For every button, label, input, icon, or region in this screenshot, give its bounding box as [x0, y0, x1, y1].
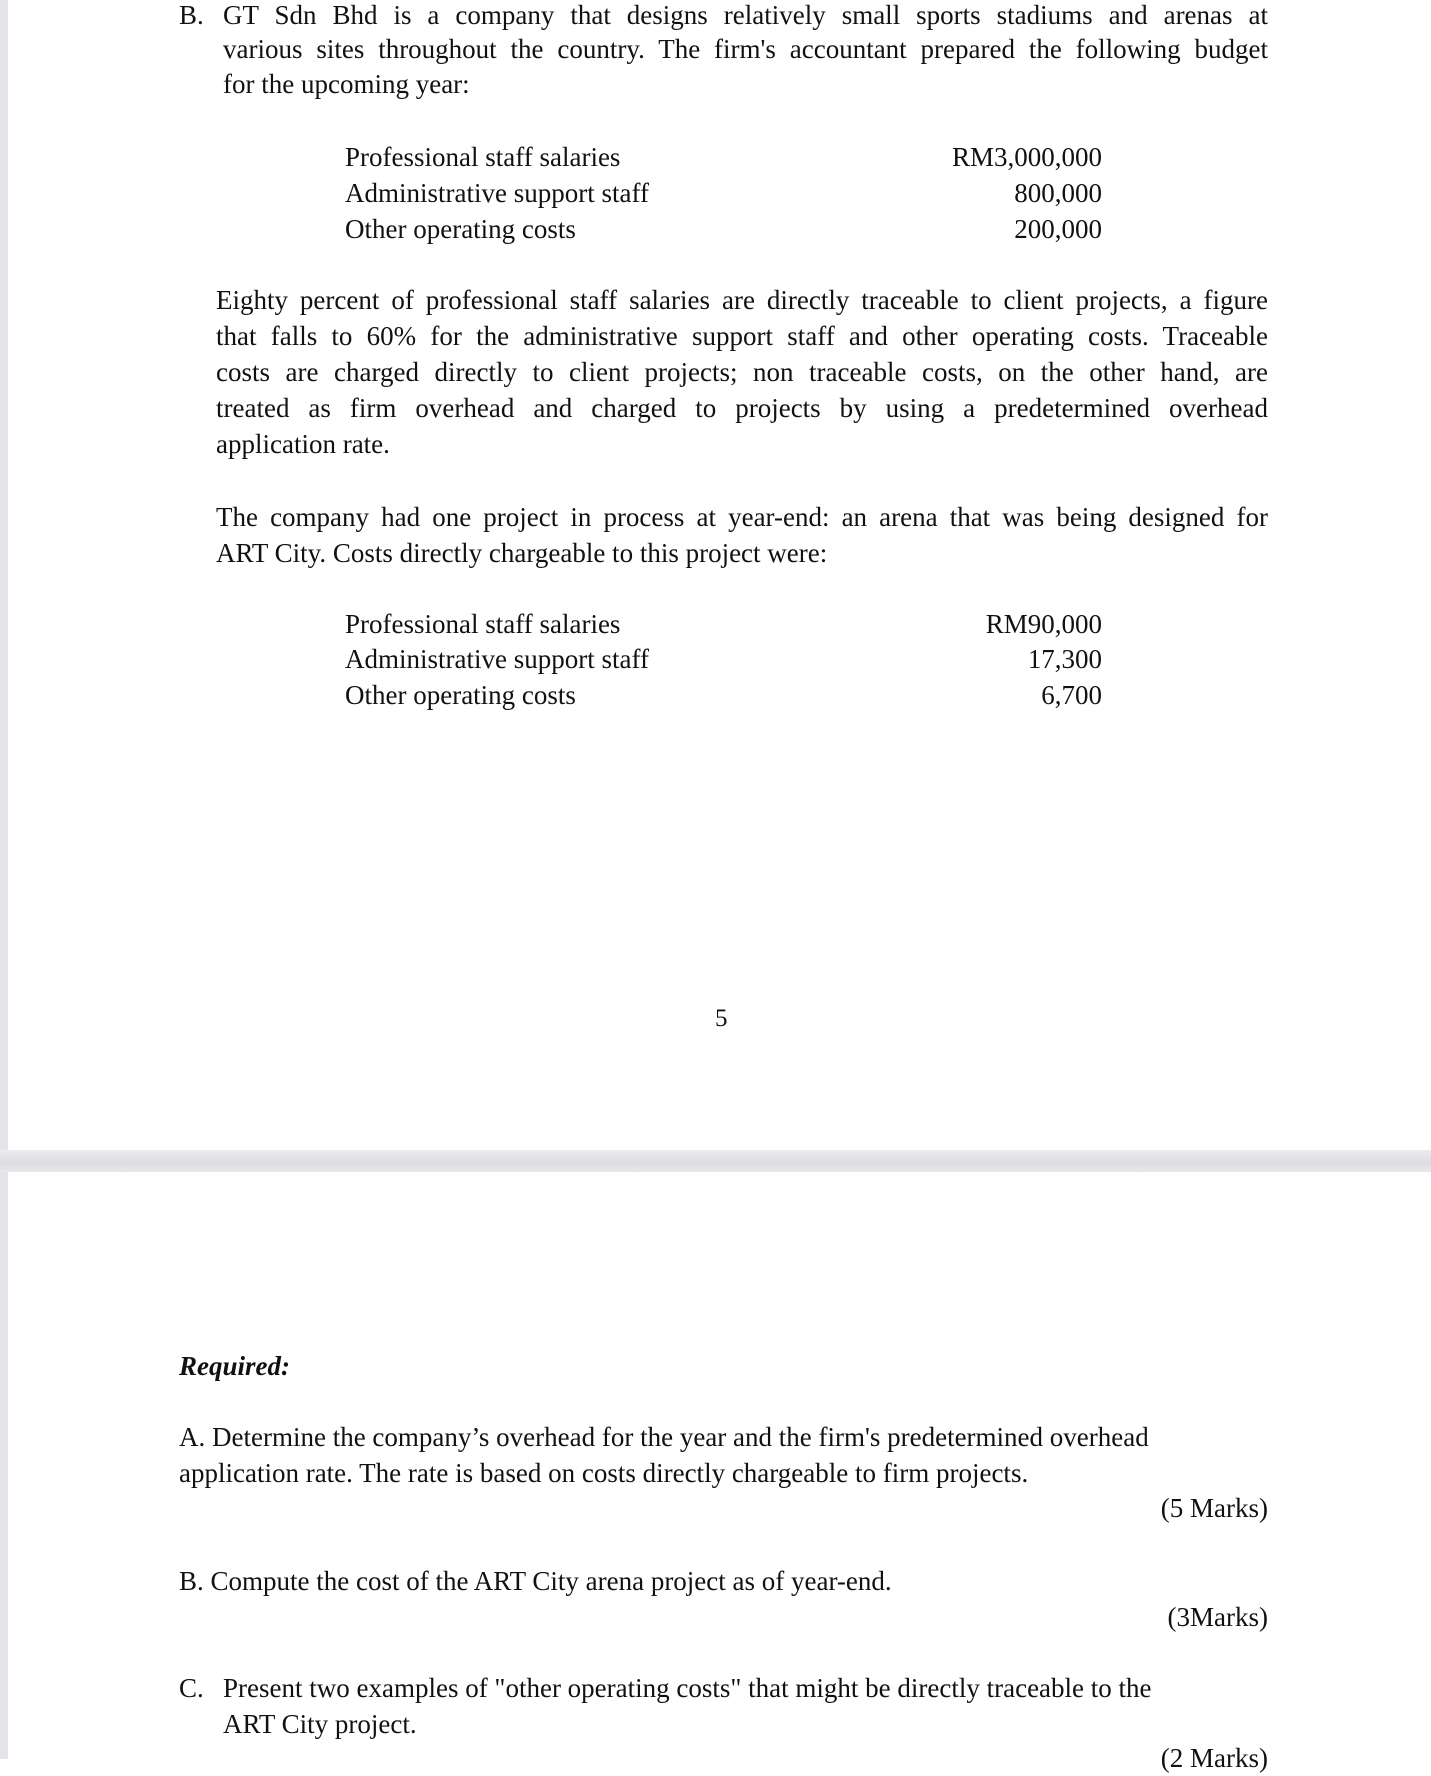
- cost-amount: RM90,000: [985, 609, 1102, 639]
- budget-amount: RM3,000,000: [951, 142, 1102, 172]
- question-b-line: GT Sdn Bhd is a company that designs relatively small sports stadiums and arenas at: [223, 0, 1268, 30]
- required-b-marks: (3Marks): [1167, 1602, 1268, 1632]
- paragraph-line: treated as firm overhead and charged to projects by using a predetermined overhead: [216, 393, 1268, 423]
- page-number: 5: [715, 1005, 728, 1032]
- required-a-marks: (5 Marks): [1160, 1493, 1268, 1523]
- budget-item: Other operating costs: [345, 214, 576, 244]
- required-c-line: Present two examples of "other operating costs" that might be directly traceable to the: [223, 1673, 1152, 1703]
- paragraph-line: application rate.: [216, 429, 390, 459]
- question-b-line: various sites throughout the country. The firm's accountant prepared the following budget: [223, 34, 1268, 64]
- required-c-label: C.: [179, 1673, 204, 1703]
- budget-row: [345, 211, 1102, 247]
- required-a-line: A. Determine the company’s overhead for the year and the firm's predetermined overhead: [179, 1422, 1149, 1452]
- budget-amount: 200,000: [1014, 214, 1102, 244]
- budget-row: [345, 139, 1102, 175]
- paragraph-line: Eighty percent of professional staff salaries are directly traceable to client projects, a figure: [216, 285, 1268, 315]
- required-c-line: ART City project.: [223, 1709, 417, 1739]
- paragraph-line: costs are charged directly to client projects; non traceable costs, on the other hand, are: [216, 357, 1268, 387]
- cost-item: Professional staff salaries: [345, 609, 621, 639]
- question-b-label: B.: [179, 0, 204, 30]
- cost-amount: 6,700: [1041, 680, 1102, 710]
- cost-item: Other operating costs: [345, 680, 576, 710]
- required-c-marks: (2 Marks): [1160, 1743, 1268, 1773]
- page-left-edge: [0, 0, 8, 1759]
- project-cost-row: [345, 606, 1102, 642]
- required-b-text: B. Compute the cost of the ART City arena project as of year-end.: [179, 1566, 892, 1596]
- budget-row: [345, 175, 1102, 211]
- question-b-line: for the upcoming year:: [223, 69, 470, 99]
- page-separator: [0, 1150, 1431, 1172]
- budget-amount: 800,000: [1014, 178, 1102, 208]
- required-a-line: application rate. The rate is based on costs directly chargeable to firm projects.: [179, 1458, 1029, 1488]
- required-heading: Required:: [179, 1351, 290, 1381]
- budget-item: Professional staff salaries: [345, 142, 621, 172]
- project-cost-row: [345, 641, 1102, 677]
- paragraph-line: that falls to 60% for the administrative support staff and other operating costs. Traceable: [216, 321, 1268, 351]
- cost-item: Administrative support staff: [345, 644, 649, 674]
- budget-item: Administrative support staff: [345, 178, 649, 208]
- project-cost-row: [345, 677, 1102, 713]
- paragraph-line: ART City. Costs directly chargeable to this project were:: [216, 538, 828, 568]
- paragraph-line: The company had one project in process at year-end: an arena that was being designed for: [216, 502, 1268, 532]
- cost-amount: 17,300: [1027, 644, 1102, 674]
